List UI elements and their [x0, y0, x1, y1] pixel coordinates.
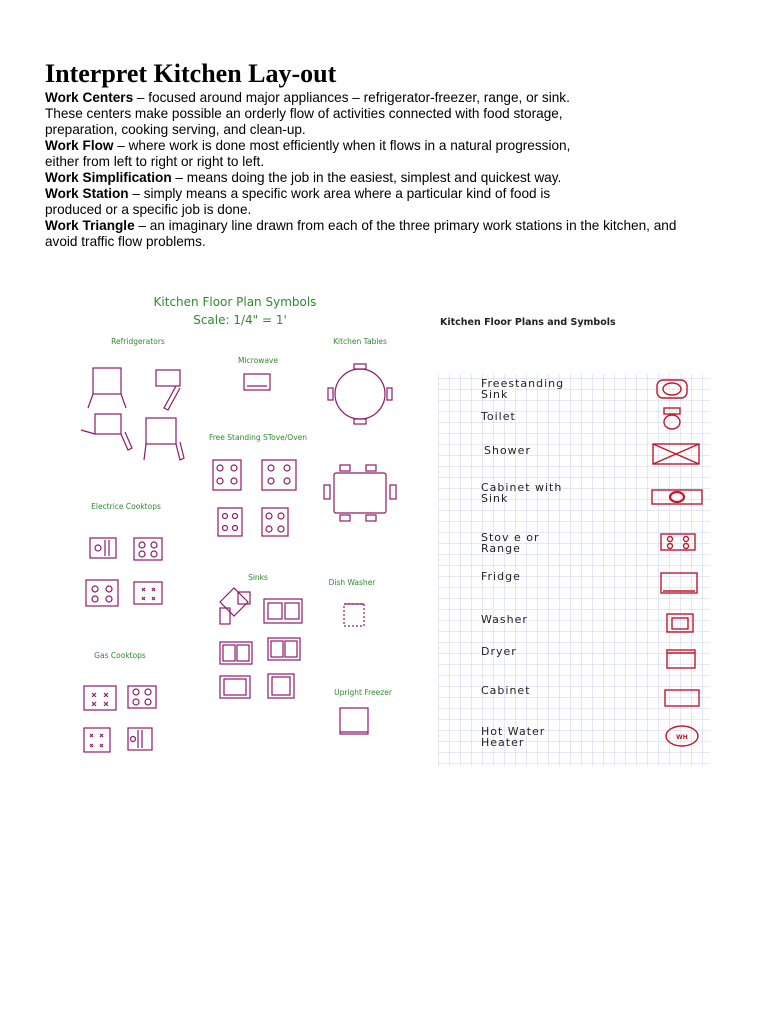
- label-upright-freezer: Upright Freezer: [334, 688, 392, 697]
- item-label: Cabinet: [481, 684, 531, 697]
- label-gas-cooktops: Gas Cooktops: [94, 651, 146, 660]
- definition-line: [45, 106, 563, 122]
- definition-text: produced or a specific job is done.: [45, 202, 252, 217]
- item-label: Sink: [481, 388, 509, 401]
- definition-line: [45, 202, 251, 218]
- definition-text: – an imaginary line drawn from each of the three primary work stations in the kitchen, and: [134, 218, 677, 233]
- water-heater-badge: WH: [676, 734, 688, 741]
- label-electric-cooktops: Electrice Cooktops: [91, 502, 161, 511]
- label-kitchen-tables: Kitchen Tables: [333, 337, 387, 346]
- definition-text: avoid traffic flow problems.: [45, 234, 206, 249]
- item-label: Freestanding: [481, 377, 565, 390]
- floor-plan-symbols-chart: [438, 312, 710, 770]
- definition-line: [45, 170, 561, 186]
- definition-text: preparation, cooking serving, and clean-up.: [45, 122, 306, 137]
- item-label: Shower: [484, 444, 531, 457]
- item-label: Hot Water: [481, 725, 546, 738]
- page-title: Interpret Kitchen Lay-out: [45, 59, 337, 88]
- item-label: Stov e or: [481, 531, 540, 544]
- definition-line: [45, 218, 676, 234]
- chart-title: Kitchen Floor Plans and Symbols: [440, 317, 616, 328]
- definition-line: [45, 122, 306, 138]
- label-microwave: Microwave: [238, 356, 278, 365]
- figure-scale: Scale: 1/4" = 1': [193, 313, 287, 327]
- definition-line: [45, 186, 550, 202]
- item-label: Dryer: [481, 645, 517, 658]
- definition-text: – means doing the job in the easiest, simplest and quickest way.: [171, 170, 562, 185]
- definition-text: either from left to right or right to left.: [45, 154, 265, 169]
- item-label: Toilet: [481, 410, 516, 423]
- definition-text: – where work is done most efficiently when it flows in a natural progression,: [113, 138, 571, 153]
- item-label: Heater: [481, 736, 525, 749]
- definition-text: These centers make possible an orderly flow of activities connected with food storage,: [45, 106, 563, 121]
- kitchen-symbols-figure: [48, 268, 430, 778]
- term: Work Centers: [45, 90, 134, 105]
- item-label: Washer: [481, 613, 528, 626]
- term: Work Triangle: [45, 218, 135, 233]
- item-label: Range: [481, 542, 521, 555]
- definition-line: [45, 234, 206, 250]
- figure-title: Kitchen Floor Plan Symbols: [153, 295, 317, 309]
- definition-text: – focused around major appliances – refrigerator-freezer, range, or sink.: [133, 90, 570, 105]
- item-label: Cabinet with: [481, 481, 563, 494]
- term: Work Flow: [45, 138, 114, 153]
- definition-line: [45, 154, 264, 170]
- item-label: Fridge: [481, 570, 521, 583]
- definition-text: – simply means a specific work area where a particular kind of food is: [128, 186, 551, 201]
- definition-line: [45, 90, 570, 106]
- term: Work Simplification: [45, 170, 172, 185]
- definition-line: [45, 138, 570, 154]
- label-free-standing-stove: Free Standing STove/Oven: [208, 433, 308, 442]
- item-label: Sink: [481, 492, 509, 505]
- label-refrigerators: Refridgerators: [111, 337, 165, 346]
- label-dish-washer: Dish Washer: [328, 578, 376, 587]
- label-sinks: Sinks: [248, 573, 268, 582]
- term: Work Station: [45, 186, 129, 201]
